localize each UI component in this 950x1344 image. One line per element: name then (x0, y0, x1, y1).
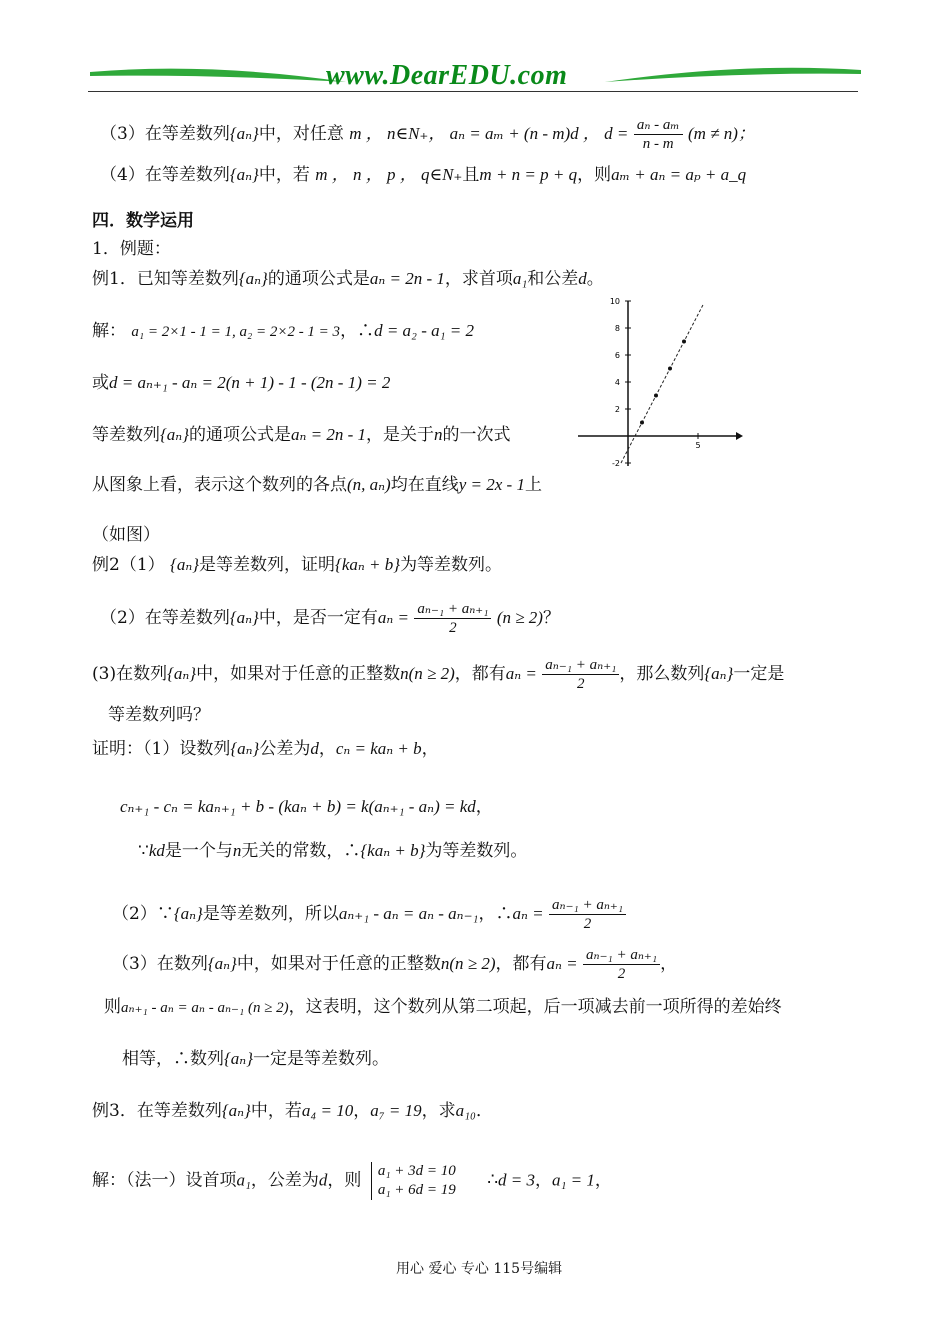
proof-p4-math: aₙ₊₁ - aₙ = aₙ - aₙ₋₁ (338, 904, 479, 923)
ex2-line1 (92, 550, 502, 575)
ex3-system (371, 1162, 456, 1200)
y-tick-label: 8 (614, 324, 620, 333)
p4-result: aₘ + aₙ = aₚ + a_q (611, 165, 747, 184)
ex3-therefore: ∴ (487, 1170, 499, 1191)
proof-line4 (112, 896, 626, 933)
ex2-l1-seq2: {kaₙ + b} (335, 555, 401, 574)
ex1-l4-formula: aₙ = 2n - 1 (291, 425, 367, 444)
ex1-line6: （如图） (92, 525, 160, 545)
proof-p5c: ，都有 (495, 954, 547, 974)
ex3-l1b: 中，若 (250, 1101, 302, 1121)
proof-line5 (112, 946, 677, 983)
p3-mid: 中，对任意 (258, 124, 344, 144)
proof-p4-num: aₙ₋₁ + aₙ₊₁ (549, 896, 626, 915)
ex2-l2-lhs: aₙ = (377, 608, 409, 627)
ex3-comma: ， (535, 1170, 553, 1191)
ex3-res1: d = 3 (498, 1170, 536, 1190)
p4-then: ，则 (577, 165, 612, 185)
p4-text: （4）在等差数列 (100, 165, 230, 185)
proof-p3a: 是一个与 (164, 841, 233, 861)
data-point (654, 394, 658, 398)
p3-math: m ， n∈N₊， aₙ = aₘ + (n - m)d ， d = (349, 124, 629, 143)
proof-p5-fraction (583, 946, 660, 983)
y-tick-label: 10 (609, 297, 620, 306)
ex2-l1b: 是等差数列，证明 (199, 555, 336, 575)
ex3-l1-seq: {aₙ} (221, 1101, 251, 1120)
ex2-l3e: 一定是 (733, 664, 785, 684)
p4-cond: m + n = p + q (479, 165, 578, 184)
proof-p5-lhs: aₙ = (546, 954, 578, 973)
ex2-line2 (100, 600, 560, 637)
proof-p4-den: 2 (583, 916, 592, 932)
header-banner (88, 60, 863, 96)
proof-p4-seq: {aₙ} (173, 904, 203, 923)
proof-line7 (122, 1044, 389, 1069)
ex3-sc: ，则 (327, 1170, 362, 1191)
ex2-line3 (92, 656, 784, 693)
proof-p2-end: ， (475, 797, 493, 817)
p4-seq: {aₙ} (229, 165, 259, 184)
ex1-or (92, 368, 390, 393)
ex1-sol-d: d = a₂ - a₁ = 2 (374, 321, 474, 340)
header-rule (88, 91, 858, 92)
ex2-l3a: (3)在数列 (92, 664, 168, 684)
ex2-l2-cond: (n ≥ 2) (496, 608, 543, 627)
ex1-or-math: d = aₙ₊₁ - aₙ = 2(n + 1) - 1 - (2n - 1) = 2 (109, 373, 391, 392)
ex3-res2: a₁ = 1 (552, 1170, 595, 1190)
ex2-l3d: ，那么数列 (619, 664, 705, 684)
ex3-line1 (92, 1096, 493, 1121)
proof-p5d: ， (660, 954, 678, 974)
proof-p6a: 则 (104, 997, 121, 1017)
p3-tail: (m ≠ n)； (688, 124, 755, 143)
section-title: 四．数学运用 (92, 211, 194, 231)
ex3-sb: ，公差为 (250, 1170, 319, 1191)
proof-p3-n: n (232, 841, 242, 860)
ex2-l3-seq2: {aₙ} (704, 664, 734, 683)
ex1-solution (92, 316, 474, 341)
ex1-l5a: 从图象上看，表示这个数列的各点 (92, 475, 347, 495)
ex1-l4-n: n (434, 425, 443, 444)
proof-p7-seq: {aₙ} (224, 1049, 253, 1068)
p3-frac-num: aₙ - aₘ (634, 116, 683, 135)
ex3-eq1: a₁ + 3d = 10 (377, 1163, 456, 1179)
proof-p4-lhs: aₙ = (512, 904, 544, 923)
ex3-end: ， (594, 1170, 612, 1191)
proof-p3b: 无关的常数，∴ (241, 841, 361, 861)
header-site-name: www.DearEDU.com (326, 60, 568, 91)
p3-fraction (634, 116, 683, 153)
ex2-l3b: 中，如果对于任意的正整数 (196, 664, 401, 684)
ex3-s-d: d (318, 1170, 328, 1190)
ex1-l1d: 和公差 (527, 269, 579, 289)
p4-and: 且 (462, 165, 480, 185)
ex2-l3c: ，都有 (454, 664, 506, 684)
ex1-l1e: 。 (586, 269, 604, 289)
ex1-a1: a₁ (512, 269, 528, 288)
ex1-d: d (578, 269, 587, 288)
proof-p5b: 中，如果对于任意的正整数 (236, 954, 441, 974)
ex1-line1 (92, 264, 604, 289)
ex2-l3-fraction (542, 656, 619, 693)
property-4 (100, 160, 746, 185)
y-tick-label: -2 (612, 459, 620, 466)
p4-mid: 中，若 (258, 165, 310, 185)
property-3 (100, 116, 755, 153)
proof-p1e: ， (421, 739, 439, 759)
proof-p3-seq: {kaₙ + b} (360, 841, 426, 860)
proof-p4b: 是等差数列，所以 (202, 904, 339, 924)
proof-p6-math: aₙ₊₁ - aₙ = aₙ - aₙ₋₁ (n ≥ 2) (121, 1000, 289, 1016)
ex1-l5b: 均在直线 (390, 475, 459, 495)
proof-p1a: 证明：（1）设数列 (92, 739, 231, 759)
x-axis-arrow (736, 432, 743, 440)
ex2-l1c: 为等差数列。 (400, 555, 503, 575)
ex2-l2a: （2）在等差数列 (100, 608, 230, 628)
proof-p1-def: cₙ = kaₙ + b (335, 739, 422, 758)
ex3-l1e: ． (475, 1101, 493, 1121)
proof-p6b: ，这表明，这个数列从第二项起，后一项减去前一项所得的差始终 (288, 997, 782, 1017)
x-tick-label: 5 (695, 441, 701, 450)
ex3-solution (92, 1162, 612, 1200)
proof-p1b: 公差为 (259, 739, 311, 759)
data-point (668, 367, 672, 371)
proof-line2 (120, 792, 493, 817)
y-tick-label: 4 (614, 378, 620, 387)
ex2-line3-cont: 等差数列吗？ (108, 705, 210, 725)
proof-p3c: 为等差数列。 (425, 841, 528, 861)
ex2-l2-num: aₙ₋₁ + aₙ₊₁ (414, 600, 491, 619)
proof-p7a: 相等，∴数列 (122, 1049, 224, 1069)
ex3-a7: a₇ = 19 (370, 1101, 422, 1120)
ex1-l1a: 例1．已知等差数列 (92, 269, 239, 289)
p3-seq: {aₙ} (229, 124, 259, 143)
proof-p3-because: ∵ (138, 841, 149, 861)
ex1-formula: aₙ = 2n - 1 (369, 269, 445, 288)
p4-math: m ， n ， p ， q∈N₊ (315, 165, 463, 184)
section-subtitle: 1．例题： (92, 239, 171, 259)
ex2-l2b: 中，是否一定有 (258, 608, 378, 628)
proof-p3-kd: kd (148, 841, 165, 860)
proof-p5-seq: {aₙ} (207, 954, 237, 973)
ex1-l1b: 的通项公式是 (267, 269, 370, 289)
ex3-a10: a₁₀ (455, 1101, 476, 1120)
ex1-graph (578, 286, 743, 466)
ex1-line5 (92, 470, 542, 495)
proof-p7b: 一定是等差数列。 (253, 1049, 389, 1069)
proof-p1-d: d (310, 739, 319, 758)
proof-line1 (92, 734, 439, 759)
proof-p5a: （3）在数列 (112, 954, 208, 974)
ex1-sol-label: 解： (92, 321, 126, 341)
proof-line3 (138, 836, 527, 861)
proof-line6 (104, 992, 782, 1017)
ex3-s-a1: a₁ (236, 1170, 251, 1190)
proof-p4c: ，∴ (478, 904, 513, 924)
ex2-l3-seq: {aₙ} (167, 664, 197, 683)
p3-frac-den: n - m (642, 136, 674, 152)
ex2-l3-lhs: aₙ = (505, 664, 537, 683)
proof-p4a: （2）∵ (112, 904, 174, 924)
ex3-l1a: 例3．在等差数列 (92, 1101, 222, 1121)
ex1-l5-point: (n, aₙ) (347, 475, 391, 494)
p3-text: （3）在等差数列 (100, 124, 230, 144)
ex2-l1-seq: {aₙ} (170, 555, 200, 574)
y-tick-label: 2 (614, 405, 620, 414)
ex3-l1c: ， (353, 1101, 371, 1121)
ex3-l1d: ，求 (421, 1101, 456, 1121)
data-point (682, 340, 686, 344)
proof-p2-math: cₙ₊₁ - cₙ = kaₙ₊₁ + b - (kaₙ + b) = k(aₙ₊₁ - aₙ) = kd (120, 797, 476, 816)
proof-p5-den: 2 (617, 966, 626, 982)
ex3-a4: a₄ = 10 (301, 1101, 354, 1120)
ex2-l2-seq: {aₙ} (229, 608, 259, 627)
ex1-seq: {aₙ} (238, 269, 268, 288)
ex1-l4-seq: {aₙ} (160, 425, 189, 444)
proof-p1-seq: {aₙ} (230, 739, 260, 758)
ex2-l3-num: aₙ₋₁ + aₙ₊₁ (542, 656, 619, 675)
ex2-l2-den: 2 (449, 620, 457, 636)
ex3-eq2: a₁ + 6d = 19 (377, 1181, 456, 1198)
data-point (640, 421, 644, 425)
ex1-sol-therefore: ，∴ (340, 321, 375, 341)
ex2-l1a: 例2（1） (92, 555, 165, 575)
ex1-l5c: 上 (524, 475, 542, 495)
ex1-l4c: ，是关于 (366, 425, 435, 445)
ex1-line4 (92, 420, 511, 445)
y-tick-label: 6 (614, 351, 620, 360)
ex2-l2-fraction (414, 600, 491, 637)
proof-p1c: ， (318, 739, 336, 759)
ex1-l4a: 等差数列 (92, 425, 160, 445)
ex2-l3-n: n(n ≥ 2) (400, 664, 455, 683)
proof-p4-fraction (549, 896, 626, 933)
page-footer: 用心 爱心 专心 115号编辑 (396, 1261, 563, 1277)
ex2-l3-den: 2 (577, 676, 585, 692)
ex1-l1c: ，求首项 (444, 269, 513, 289)
proof-p5-num: aₙ₋₁ + aₙ₊₁ (583, 946, 660, 965)
ex1-sol-math: a₁ = 2×1 - 1 = 1, a₂ = 2×2 - 1 = 3 (131, 324, 341, 340)
ex1-l5-line: y = 2x - 1 (458, 475, 525, 494)
ex1-l4b: 的通项公式是 (189, 425, 291, 445)
series-line (621, 304, 704, 463)
ex3-sa: 解：（法一）设首项 (92, 1170, 237, 1191)
ex2-l2-q: ？ (542, 608, 560, 628)
ex1-l4d: 的一次式 (442, 425, 511, 445)
proof-p5-n: n(n ≥ 2) (440, 954, 496, 973)
ex1-or-label: 或 (92, 373, 109, 393)
